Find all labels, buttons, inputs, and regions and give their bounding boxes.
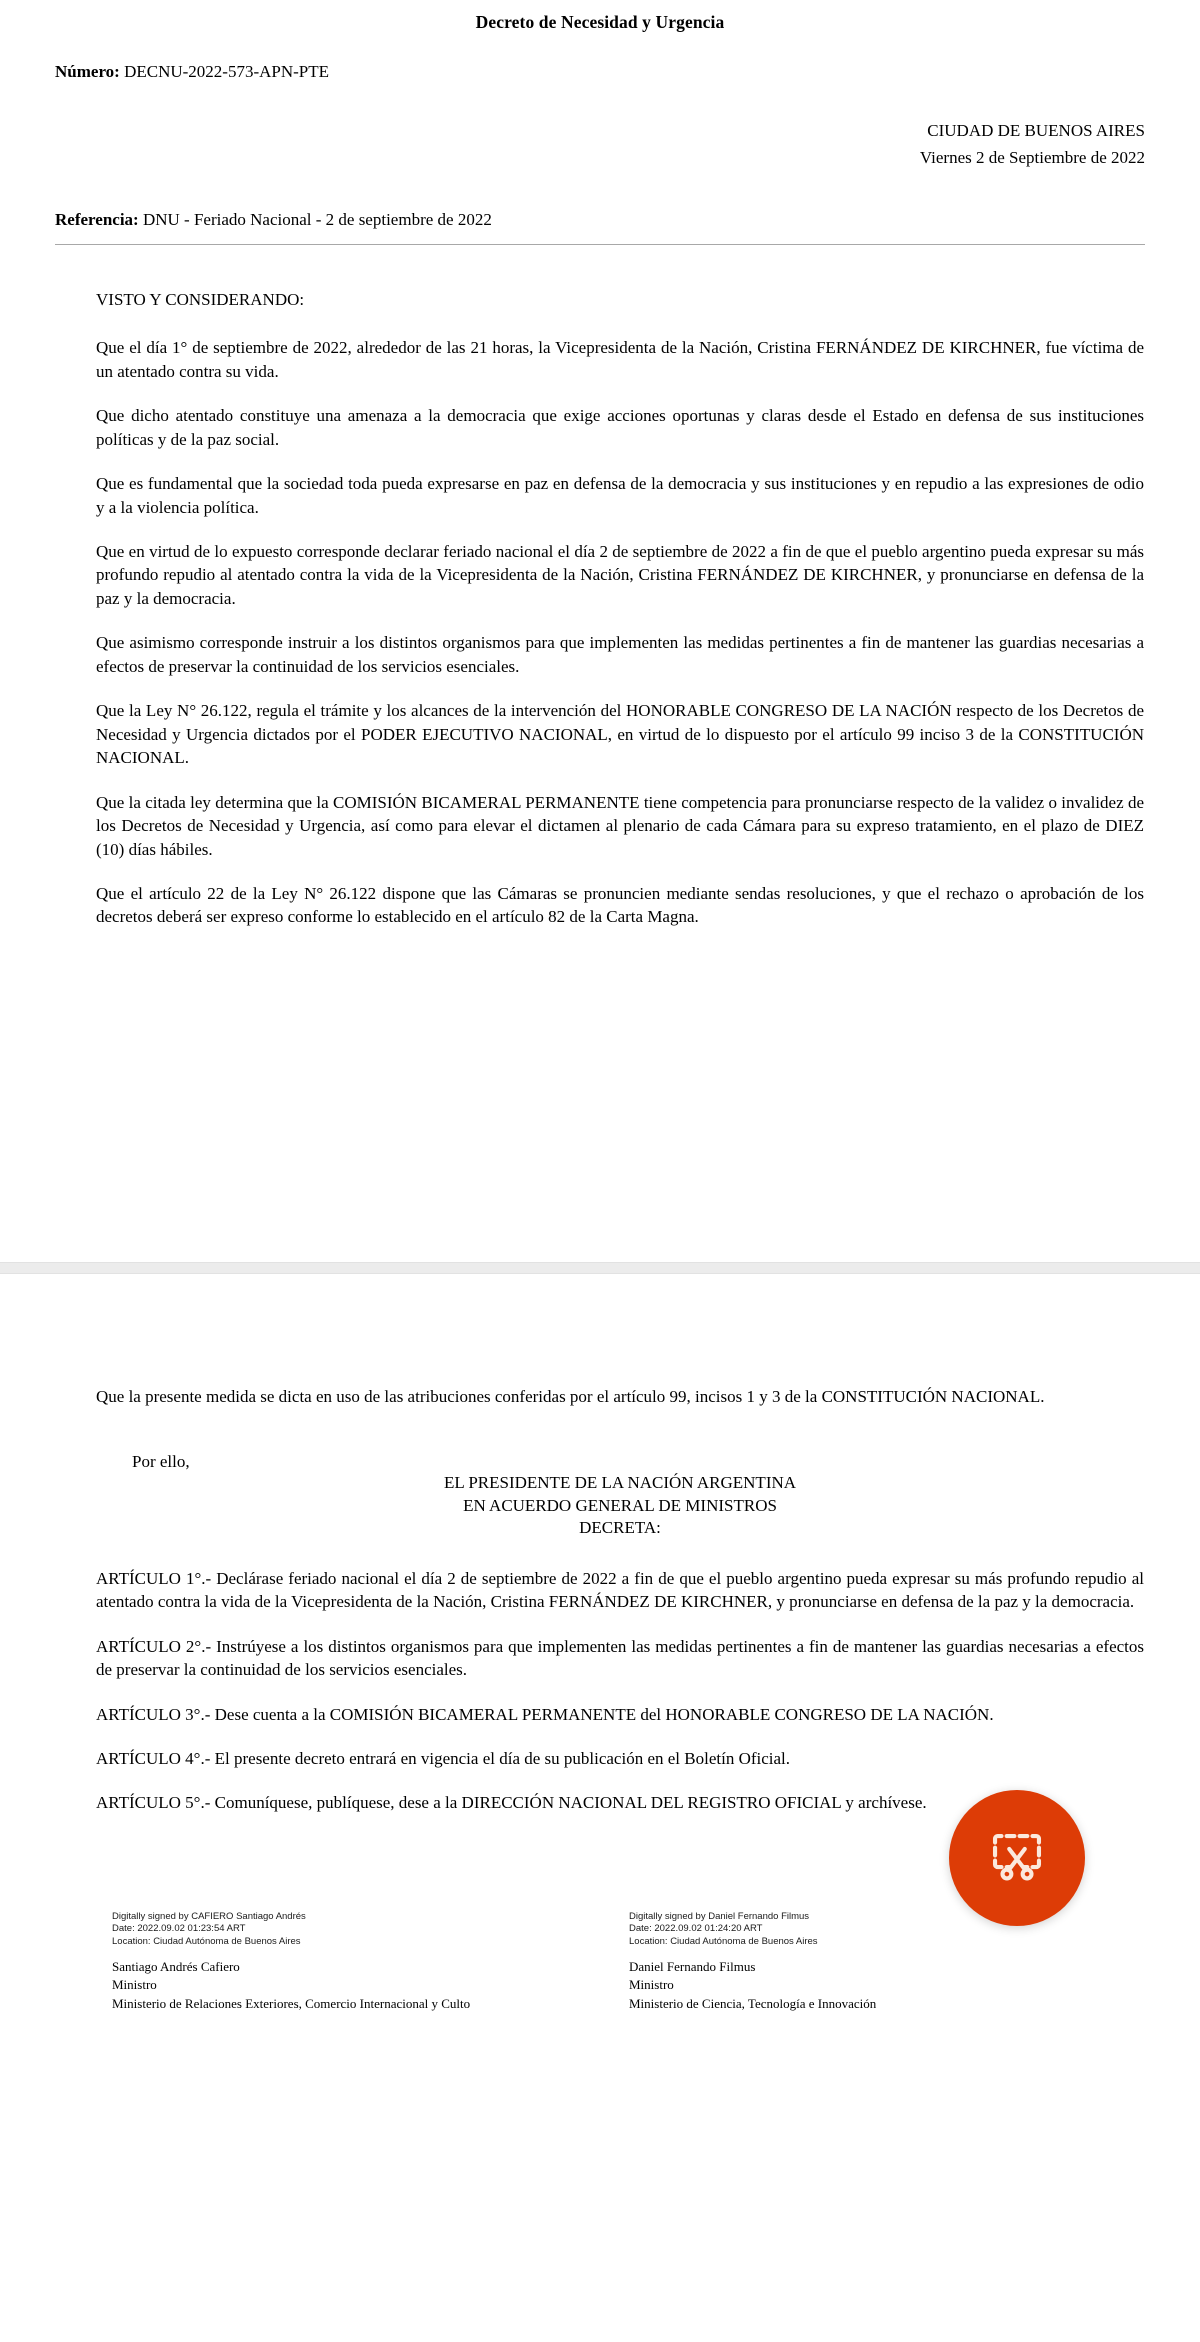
acuerdo-heading: EN ACUERDO GENERAL DE MINISTROS — [463, 1495, 777, 1515]
scissors-crop-icon — [986, 1827, 1048, 1889]
numero-label: Número: — [55, 62, 120, 81]
digital-signature-date: Date: 2022.09.02 01:24:20 ART — [629, 1923, 763, 1935]
digital-signature-details — [112, 1911, 609, 1949]
city-text: CIUDAD DE BUENOS AIRES — [927, 121, 1145, 141]
signatory-name: Daniel Fernando Filmus — [629, 1958, 756, 1974]
signatory-organization: Ministerio de Ciencia, Tecnología e Innovación — [629, 1996, 877, 2012]
page-title: Decreto de Necesidad y Urgencia — [475, 12, 725, 32]
header-divider — [55, 244, 1145, 245]
referencia-row — [55, 209, 1145, 230]
considerandos-body — [0, 289, 1200, 929]
article-paragraph: ARTÍCULO 2°.- Instrúyese a los distintos organismos para que implementen las medidas pertinentes a fin de mantener las guardias necesarias a efectos de preservar la continuidad de los servicios esenciales. — [96, 1636, 1144, 1680]
considerando-paragraph: Que la citada ley determina que la COMISIÓN BICAMERAL PERMANENTE tiene competencia para pronunciarse respecto de la validez o invalidez de los Decretos de Necesidad y Urgencia, así como para elevar el dictamen al plenario de cada Cámara para su expreso tratamiento, en el plazo de DIEZ (10) días hábiles. — [96, 792, 1144, 859]
document-metadata — [0, 61, 1200, 230]
signature-blocks — [94, 1911, 1106, 2024]
por-ello-text: Por ello, — [132, 1452, 190, 1472]
date-text: Viernes 2 de Septiembre de 2022 — [919, 147, 1145, 167]
signatory-role: Ministro — [112, 1977, 157, 1993]
numero-value: DECNU-2022-573-APN-PTE — [124, 62, 330, 81]
article-paragraph: ARTÍCULO 4°.- El presente decreto entrará en vigencia el día de su publicación en el Boletín Oficial. — [96, 1749, 791, 1768]
referencia-value: DNU - Feriado Nacional - 2 de septiembre de 2022 — [142, 209, 492, 229]
considerando-paragraph: Que es fundamental que la sociedad toda pueda expresarse en paz en defensa de la democracia y sus instituciones y en repudio a las expresiones de odio y a la violencia política. — [96, 474, 1144, 517]
signatory-organization: Ministerio de Relaciones Exteriores, Comercio Internacional y Culto — [112, 1996, 471, 2012]
signatory-name: Santiago Andrés Cafiero — [112, 1958, 240, 1974]
articles-list — [96, 1567, 1144, 1815]
digital-signed-by: Digitally signed by Daniel Fernando Filmus — [629, 1910, 810, 1922]
digital-signature-location: Location: Ciudad Autónoma de Buenos Aires — [629, 1935, 818, 1947]
considerando-paragraph: Que asimismo corresponde instruir a los distintos organismos para que implementen las medidas pertinentes a fin de mantener las guardias necesarias a efectos de preservar la continuidad de los servicios esenciales. — [96, 633, 1144, 676]
considerando-paragraph: Que el día 1° de septiembre de 2022, alrededor de las 21 horas, la Vicepresidenta de la Nación, Cristina FERNÁNDEZ DE KIRCHNER, fue víctima de un atentado contra su vida. — [96, 338, 1144, 381]
signatory-role: Ministro — [629, 1977, 674, 1993]
numero-row — [55, 61, 1145, 82]
place-date-block — [55, 118, 1145, 171]
considerando-paragraph: Que el artículo 22 de la Ley N° 26.122 dispone que las Cámaras se pronuncien mediante sendas resoluciones, y que el rechazo o aprobación de los decretos deberá ser expreso conforme lo establecido en el artículo 82 de la Carta Magna. — [96, 883, 1144, 927]
screenshot-crop-button[interactable] — [949, 1790, 1085, 1926]
enactment-body — [0, 1274, 1200, 1815]
article-paragraph: ARTÍCULO 3°.- Dese cuenta a la COMISIÓN BICAMERAL PERMANENTE del HONORABLE CONGRESO DE LA NACIÓN. — [96, 1704, 994, 1724]
considerando-paragraph: Que la presente medida se dicta en uso de las atribuciones conferidas por el artículo 99, incisos 1 y 3 de la CONSTITUCIÓN NACIONAL. — [96, 1387, 1045, 1406]
referencia-label: Referencia: — [55, 209, 139, 229]
decreta-heading: DECRETA: — [579, 1517, 661, 1537]
digital-signature-location: Location: Ciudad Autónoma de Buenos Aires — [112, 1935, 301, 1947]
digital-signature-date: Date: 2022.09.02 01:23:54 ART — [112, 1923, 246, 1935]
signature-block — [609, 1911, 1106, 2014]
considerando-paragraph: Que en virtud de lo expuesto corresponde declarar feriado nacional el día 2 de septiembre de 2022 a fin de que el pueblo argentino pueda expresar su más profundo repudio al atentado contra la vida de la Vicepresidenta de la Nación, Cristina FERNÁNDEZ DE KIRCHNER, y pronunciarse en defensa de la paz y la democracia. — [96, 542, 1144, 608]
article-paragraph: ARTÍCULO 1°.- Declárase feriado nacional el día 2 de septiembre de 2022 a fin de que el pueblo argentino pueda expresar su más profundo repudio al atentado contra la vida de la Vicepresidenta de la Nación, Cristina FERNÁNDEZ DE KIRCHNER, y pronunciarse en defensa de la paz y la democracia. — [96, 1568, 1144, 1612]
considerando-paragraph: Que la Ley N° 26.122, regula el trámite y los alcances de la intervención del HONORABLE CONGRESO DE LA NACIÓN respecto de los Decretos de Necesidad y Urgencia dictados por el PODER EJECUTIVO NACIONAL, en virtud de lo dispuesto por el artículo 99 inciso 3 de la CONSTITUCIÓN NACIONAL. — [96, 701, 1144, 768]
signature-block — [112, 1911, 609, 2014]
page-break-separator — [0, 1262, 1200, 1274]
digital-signed-by: Digitally signed by CAFIERO Santiago Andrés — [112, 1910, 306, 1922]
article-paragraph: ARTÍCULO 5°.- Comuníquese, publíquese, dese a la DIRECCIÓN NACIONAL DEL REGISTRO OFICIAL y archívese. — [96, 1793, 927, 1813]
considerando-paragraph: Que dicho atentado constituye una amenaza a la democracia que exige acciones oportunas y claras desde el Estado en defensa de sus instituciones políticas y de la paz social. — [96, 406, 1144, 449]
presidente-heading: EL PRESIDENTE DE LA NACIÓN ARGENTINA — [443, 1473, 797, 1493]
visto-heading: VISTO Y CONSIDERANDO: — [96, 290, 305, 310]
